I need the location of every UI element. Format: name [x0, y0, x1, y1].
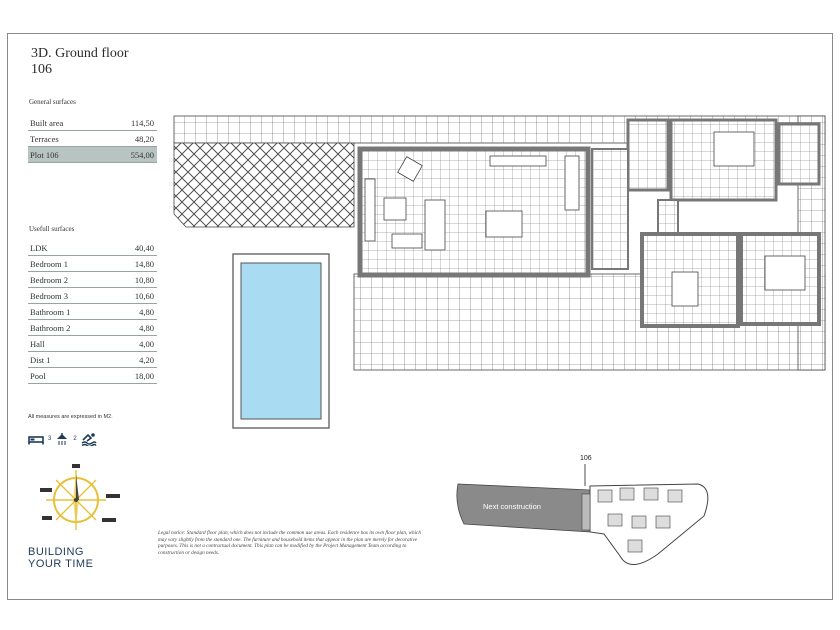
- site-house: [644, 488, 658, 500]
- kitchen-counter: [490, 156, 546, 166]
- coffee-table: [384, 198, 406, 220]
- paving-area: [174, 143, 354, 227]
- table-row: Bedroom 3 10,60: [28, 288, 157, 304]
- legal-notice: Legal notice: Standard floor plan, which does not include the common use areas. Each residence has its own floor plan, which may vary slightly from the standard one. The furniture and household items that appear in the plan are merely for decorative purposes. This is not a contractual document. This plan can be modified by the Project Management Team according to construction or design needs.: [158, 530, 421, 556]
- site-house: [628, 540, 642, 552]
- rug: [392, 234, 422, 248]
- brand-line1: BUILDING: [28, 546, 84, 558]
- usefull-surfaces-heading: Usefull surfaces: [29, 225, 75, 233]
- title-line2: 106: [31, 62, 52, 77]
- floor-plan-sheet: [7, 33, 833, 600]
- site-unit-label: 106: [580, 455, 592, 462]
- sofa-2: [425, 200, 445, 250]
- floor-plan-drawing: [8, 34, 834, 601]
- table-row: Bedroom 2 10,80: [28, 272, 157, 288]
- table-row: Built area 114,50: [28, 115, 157, 131]
- table-row: Bathroom 1 4,80: [28, 304, 157, 320]
- table-row: Dist 1 4,20: [28, 352, 157, 368]
- sofa: [365, 179, 375, 241]
- general-surfaces-heading: General surfaces: [29, 98, 76, 106]
- bed-1: [765, 256, 805, 290]
- site-house: [598, 490, 612, 502]
- table-row: LDK 40,40: [28, 240, 157, 256]
- table-row: Bathroom 2 4,80: [28, 320, 157, 336]
- brand-line2: YOUR TIME: [28, 558, 94, 570]
- dining-table: [486, 211, 522, 237]
- room-bathroom-1: [628, 120, 668, 190]
- site-house: [656, 516, 670, 528]
- table-row: Plot 106 554,00: [28, 147, 157, 163]
- unit-106-marker: [582, 494, 590, 530]
- bed-2: [714, 132, 754, 166]
- bed-3: [672, 272, 698, 306]
- next-construction-label: Next construction: [483, 502, 541, 511]
- pool-water: [241, 263, 321, 419]
- room-hall: [592, 149, 628, 269]
- site-house: [632, 516, 646, 528]
- title-line1: 3D. Ground floor: [31, 46, 129, 61]
- table-row: Terraces 48,20: [28, 131, 157, 147]
- bathrooms-count: 2: [73, 436, 77, 442]
- room-bathroom-2: [779, 124, 819, 184]
- site-house: [608, 514, 622, 526]
- bedrooms-count: 3: [48, 436, 52, 442]
- table-row: Pool 18,00: [28, 368, 157, 384]
- kitchen-island: [565, 156, 579, 210]
- measures-note: All measures are expressed in M2.: [28, 414, 113, 420]
- table-row: Hall 4,00: [28, 336, 157, 352]
- site-house: [620, 488, 634, 500]
- table-row: Bedroom 1 14,80: [28, 256, 157, 272]
- site-house: [668, 490, 682, 502]
